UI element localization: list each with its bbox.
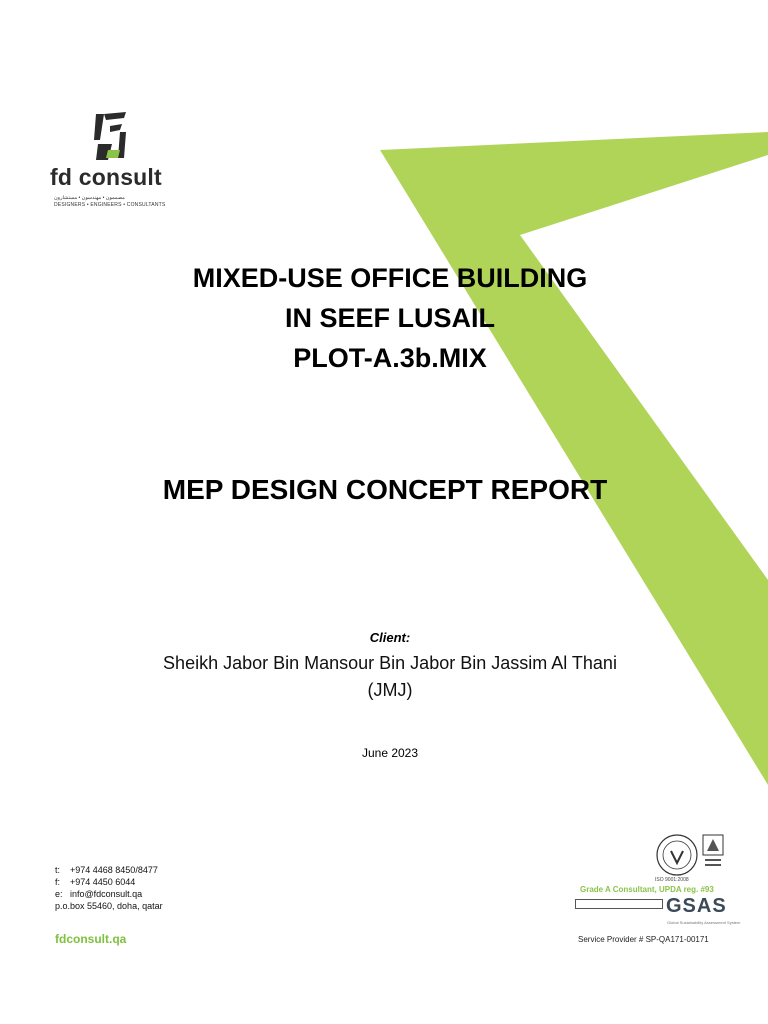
client-name: Sheikh Jabor Bin Mansour Bin Jabor Bin Jassim Al Thani — [163, 653, 617, 673]
brand-tagline-arabic: مصممون • مهندسون • مستشارون — [54, 195, 125, 201]
project-title — [100, 258, 680, 378]
fax-key: f: — [55, 877, 61, 887]
phone-key: t: — [55, 865, 61, 875]
title-line-2: IN SEEF LUSAIL — [284, 303, 495, 333]
title-line-3: PLOT-A.3b.MIX — [293, 343, 487, 373]
phone-row — [55, 864, 163, 876]
iso-label: ISO 9001:2008 — [655, 877, 689, 883]
report-title: MEP DESIGN CONCEPT REPORT — [162, 474, 608, 505]
brand-name: fd consult — [50, 164, 162, 190]
gsas-logo: GSAS — [666, 895, 727, 917]
phone-number: +974 4468 8450/8477 — [70, 865, 158, 875]
gsas-subtitle: Global Sustainability Assessment System — [667, 920, 741, 925]
iso-certification-seal-icon — [655, 833, 699, 877]
fax-row — [55, 876, 163, 888]
fax-number: +974 4450 6044 — [70, 877, 136, 887]
service-provider-number: Service Provider # SP-QA171-00171 — [578, 935, 709, 944]
contact-info — [55, 864, 163, 912]
logo-mark-icon — [90, 110, 134, 162]
email-address[interactable]: info@fdconsult.qa — [70, 889, 143, 899]
brand-tagline-english: DESIGNERS • ENGINEERS • CONSULTANTS — [54, 202, 166, 208]
certificate-box — [575, 899, 663, 909]
email-row — [55, 888, 163, 900]
report-date: June 2023 — [361, 746, 419, 760]
certifications-block — [575, 833, 741, 953]
client-label: Client: — [369, 630, 411, 645]
client-abbreviation: (JMJ) — [367, 680, 413, 700]
grade-a-consultant-text: Grade A Consultant, UPDA reg. #93 — [580, 885, 714, 894]
accreditation-seal-icon — [701, 833, 725, 873]
fd-consult-logo — [50, 110, 180, 210]
address-row: p.o.box 55460, doha, qatar — [55, 901, 163, 911]
email-key: e: — [55, 889, 63, 899]
title-line-1: MIXED-USE OFFICE BUILDING — [192, 263, 588, 293]
website-link[interactable]: fdconsult.qa — [55, 932, 127, 946]
